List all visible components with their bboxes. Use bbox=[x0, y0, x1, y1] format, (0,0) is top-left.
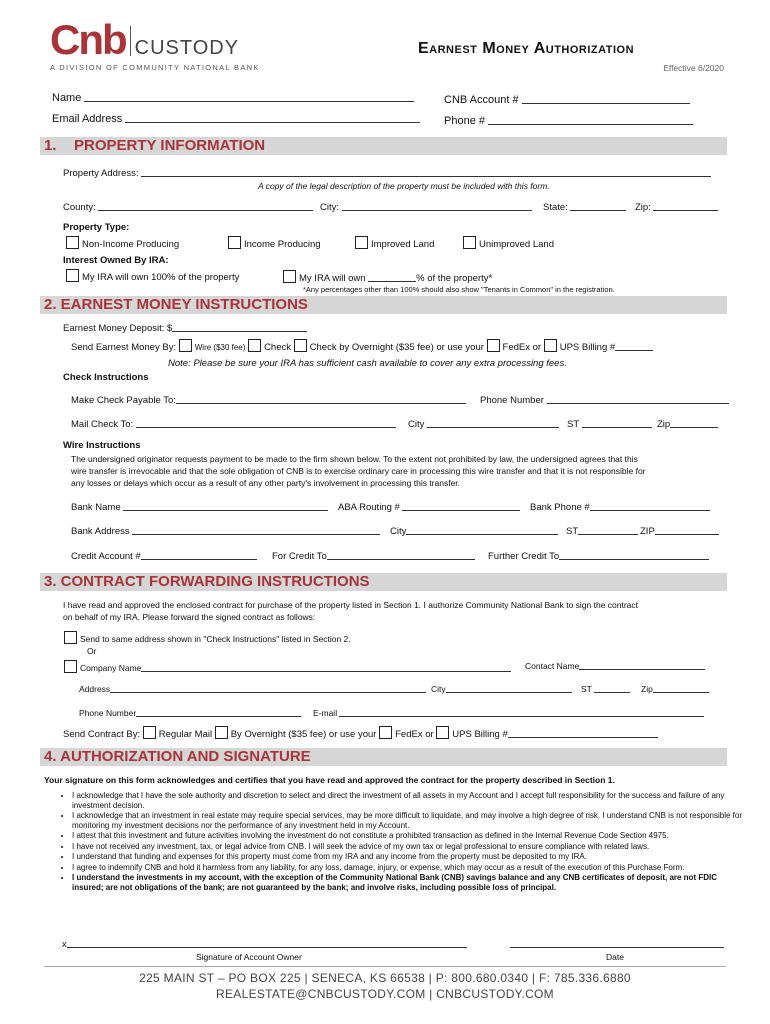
checkbox[interactable] bbox=[463, 236, 476, 249]
date-field[interactable] bbox=[510, 938, 724, 950]
acknowledgement-list bbox=[52, 791, 742, 893]
same-address-option[interactable]: Send to same address shown in "Check Instructions" listed in Section 2. bbox=[64, 631, 351, 644]
checkbox[interactable] bbox=[66, 236, 79, 249]
signature-label: Signature of Account Owner bbox=[196, 952, 302, 962]
phone-label: Phone # bbox=[444, 115, 485, 127]
interest-label: Interest Owned By IRA: bbox=[63, 255, 169, 266]
checkbox-check[interactable] bbox=[248, 339, 261, 352]
list-item: • I understand that funding and expenses for this property must come from my IRA and any income from the property must be deposited to my IRA. bbox=[72, 852, 742, 862]
section4-title: 4. AUTHORIZATION AND SIGNATURE bbox=[44, 748, 311, 765]
checkbox-overnight[interactable] bbox=[215, 726, 228, 739]
division-text: A DIVISION OF COMMUNITY NATIONAL BANK bbox=[50, 63, 260, 72]
logo-sub: CUSTODY bbox=[134, 37, 240, 59]
signature-field[interactable]: x bbox=[62, 938, 467, 950]
logo-mark: Cnb bbox=[50, 16, 126, 63]
own-100-option[interactable]: My IRA will own 100% of the property bbox=[66, 269, 239, 283]
list-item: • I agree to indemnify CNB and hold it harmless from any liability, for any loss, damage, injury, or expense, which may occur as a result of the execution of this Purchase Form. bbox=[72, 863, 742, 873]
checkbox-overnight[interactable] bbox=[294, 339, 307, 352]
email-label: Email Address bbox=[52, 113, 123, 125]
bank-name-field[interactable]: Bank Name bbox=[71, 501, 328, 513]
list-item: • I understand the investments in my account, with the exception of the Community National Bank (CNB) savings balance and any CNB certificates of deposit, are not FDIC insured; are not obligations of the bank; are not guaranteed by the bank; and involve risks, including possible loss of principal. bbox=[72, 873, 742, 892]
company-name-field[interactable]: Company Name bbox=[64, 660, 511, 673]
check-phone-field[interactable]: Phone Number bbox=[480, 394, 729, 406]
effective-date: Effective 6/2020 bbox=[663, 63, 724, 73]
list-item: • I have not received any investment, tax, or legal advice from CNB. I will seek the advice of my own tax or legal professional to ensure compliance with related laws. bbox=[72, 842, 742, 852]
property-address-field[interactable] bbox=[63, 167, 711, 179]
aba-field[interactable]: ABA Routing # bbox=[338, 501, 520, 513]
zip-field[interactable] bbox=[635, 201, 718, 213]
cnb-account-label: CNB Account # bbox=[444, 94, 519, 106]
fwd-email-field[interactable]: E-mail bbox=[313, 707, 704, 718]
bank-address-field[interactable]: Bank Address bbox=[71, 525, 380, 537]
deposit-label: Earnest Money Deposit: $ bbox=[63, 323, 173, 334]
mail-to-field[interactable]: Mail Check To: bbox=[71, 418, 396, 430]
deposit-field[interactable] bbox=[63, 322, 307, 334]
zip-label: Zip: bbox=[635, 202, 651, 213]
list-item: • I acknowledge that an investment in real estate may require special services, may be more difficult to liquidate, and may involve a high degree of risk. I understand CNB is not responsible for monitoring my investment decisions nor the performance of any investment held in my Account. bbox=[72, 811, 742, 830]
state-field[interactable] bbox=[543, 201, 626, 213]
checkbox[interactable] bbox=[64, 631, 77, 644]
checkbox[interactable] bbox=[64, 660, 77, 673]
date-label: Date bbox=[606, 952, 624, 962]
percentage-note: *Any percentages other than 100% should also show "Tenants in Common" in the registration. bbox=[303, 285, 615, 294]
section3-title: 3. CONTRACT FORWARDING INSTRUCTIONS bbox=[44, 573, 370, 590]
funds-note: Note: Please be sure your IRA has sufficient cash available to cover any extra processing fees. bbox=[168, 358, 567, 369]
bank-st-field[interactable]: ST bbox=[566, 525, 638, 537]
section1-title: PROPERTY INFORMATION bbox=[74, 137, 266, 154]
send-earnest-by: Send Earnest Money By: Wire ($30 fee) Check Check by Overnight ($35 fee) or use your FedEx or UPS Billing # bbox=[71, 339, 653, 353]
checkbox[interactable] bbox=[228, 236, 241, 249]
checkbox-regular-mail[interactable] bbox=[143, 726, 156, 739]
checkbox[interactable] bbox=[355, 236, 368, 249]
for-credit-field[interactable]: For Credit To bbox=[272, 550, 475, 562]
city-label: City: bbox=[320, 202, 339, 213]
payable-to-field[interactable]: Make Check Payable To: bbox=[71, 394, 466, 406]
legal-note: A copy of the legal description of the property must be included with this form. bbox=[258, 181, 550, 191]
property-type-label: Property Type: bbox=[63, 222, 130, 233]
checkbox-wire[interactable] bbox=[179, 339, 192, 352]
checkbox-ups[interactable] bbox=[436, 726, 449, 739]
list-item: • I attest that this investment and future activities involving the investment do not constitute a prohibited transaction as defined in the Internal Revenue Code Section 4975. bbox=[72, 831, 742, 841]
section2-title: 2. EARNEST MONEY INSTRUCTIONS bbox=[44, 296, 308, 313]
bank-phone-field[interactable]: Bank Phone # bbox=[530, 501, 710, 513]
wire-text-1: The undersigned originator requests payment to be made to the firm shown below. To the extent not prohibited by law, the undersigned agrees that this bbox=[71, 454, 638, 464]
wire-text-2: wire transfer is irrevocable and that the sole obligation of CNB is to exercise ordinary care in processing this wire transfer and that it is not responsible for bbox=[71, 466, 646, 476]
checkbox[interactable] bbox=[66, 269, 79, 282]
bank-city-field[interactable]: City bbox=[390, 525, 558, 537]
footer-divider bbox=[44, 966, 726, 967]
or-text: Or bbox=[87, 646, 97, 656]
list-item: • I acknowledge that I have the sole authority and discretion to select and direct the investment of all assets in my Account and I accept full responsibility for the success and failure of any investment decision. bbox=[72, 791, 742, 810]
checkbox[interactable] bbox=[283, 270, 296, 283]
fwd-city-field[interactable]: City bbox=[431, 683, 572, 694]
checkbox-fedex[interactable] bbox=[487, 339, 500, 352]
cnb-account-field[interactable] bbox=[444, 94, 690, 106]
email-field[interactable] bbox=[52, 113, 420, 125]
footer-contact: REALESTATE@CNBCUSTODY.COM | CNBCUSTODY.COM bbox=[216, 987, 554, 1001]
state-label: State: bbox=[543, 202, 568, 213]
credit-account-field[interactable]: Credit Account # bbox=[71, 550, 257, 562]
logo bbox=[50, 16, 239, 64]
fwd-st-field[interactable]: ST bbox=[581, 683, 630, 694]
contract-text-2: on behalf of my IRA. Please forward the signed contract as follows: bbox=[63, 612, 316, 622]
bank-zip-field[interactable]: ZIP bbox=[640, 525, 719, 537]
phone-field[interactable] bbox=[444, 115, 693, 127]
mail-city-field[interactable]: City bbox=[408, 418, 559, 430]
type-income[interactable]: Income Producing bbox=[228, 236, 321, 250]
mail-st-field[interactable]: ST bbox=[567, 418, 652, 430]
city-field[interactable] bbox=[320, 201, 532, 213]
further-credit-field[interactable]: Further Credit To bbox=[488, 550, 709, 562]
type-improved-land[interactable]: Improved Land bbox=[355, 236, 434, 250]
name-field[interactable] bbox=[52, 92, 414, 104]
type-unimproved-land[interactable]: Unimproved Land bbox=[463, 236, 554, 250]
own-pct-option[interactable]: My IRA will own % of the property* bbox=[283, 270, 492, 284]
send-contract-by: Send Contract By: Regular Mail By Overnight ($35 fee) or use your FedEx or UPS Billing # bbox=[63, 726, 658, 740]
county-label: County: bbox=[63, 202, 96, 213]
property-address-label: Property Address: bbox=[63, 168, 139, 179]
section1-number: 1. bbox=[44, 137, 57, 154]
checkbox-ups[interactable] bbox=[544, 339, 557, 352]
checkbox-fedex[interactable] bbox=[379, 726, 392, 739]
mail-zip-field[interactable]: Zip bbox=[657, 418, 718, 430]
check-instructions-label: Check Instructions bbox=[63, 372, 149, 383]
fwd-zip-field[interactable]: Zip bbox=[641, 683, 709, 694]
type-non-income[interactable]: Non-Income Producing bbox=[66, 236, 179, 250]
wire-instructions-label: Wire Instructions bbox=[63, 440, 141, 451]
authorization-intro: Your signature on this form acknowledges and certifies that you have read and approved the contract for the property described in Section 1. bbox=[44, 775, 615, 785]
page-title: Earnest Money Authorization bbox=[418, 40, 635, 57]
wire-text-3: any losses or delays which occur as a result of any other party's involvement in processing this transfer. bbox=[71, 478, 461, 488]
footer-address: 225 MAIN ST – PO BOX 225 | SENECA, KS 66538 | P: 800.680.0340 | F: 785.336.6880 bbox=[139, 971, 631, 985]
fwd-address-field[interactable]: Address bbox=[79, 683, 426, 694]
county-field[interactable] bbox=[63, 201, 313, 213]
fwd-phone-field[interactable]: Phone Number bbox=[79, 707, 301, 718]
name-label: Name bbox=[52, 92, 82, 104]
contact-name-field[interactable]: Contact Name bbox=[525, 660, 705, 671]
contract-text-1: I have read and approved the enclosed contract for purchase of the property listed in Section 1. I authorize Community National Bank to sign the contract bbox=[63, 600, 639, 610]
